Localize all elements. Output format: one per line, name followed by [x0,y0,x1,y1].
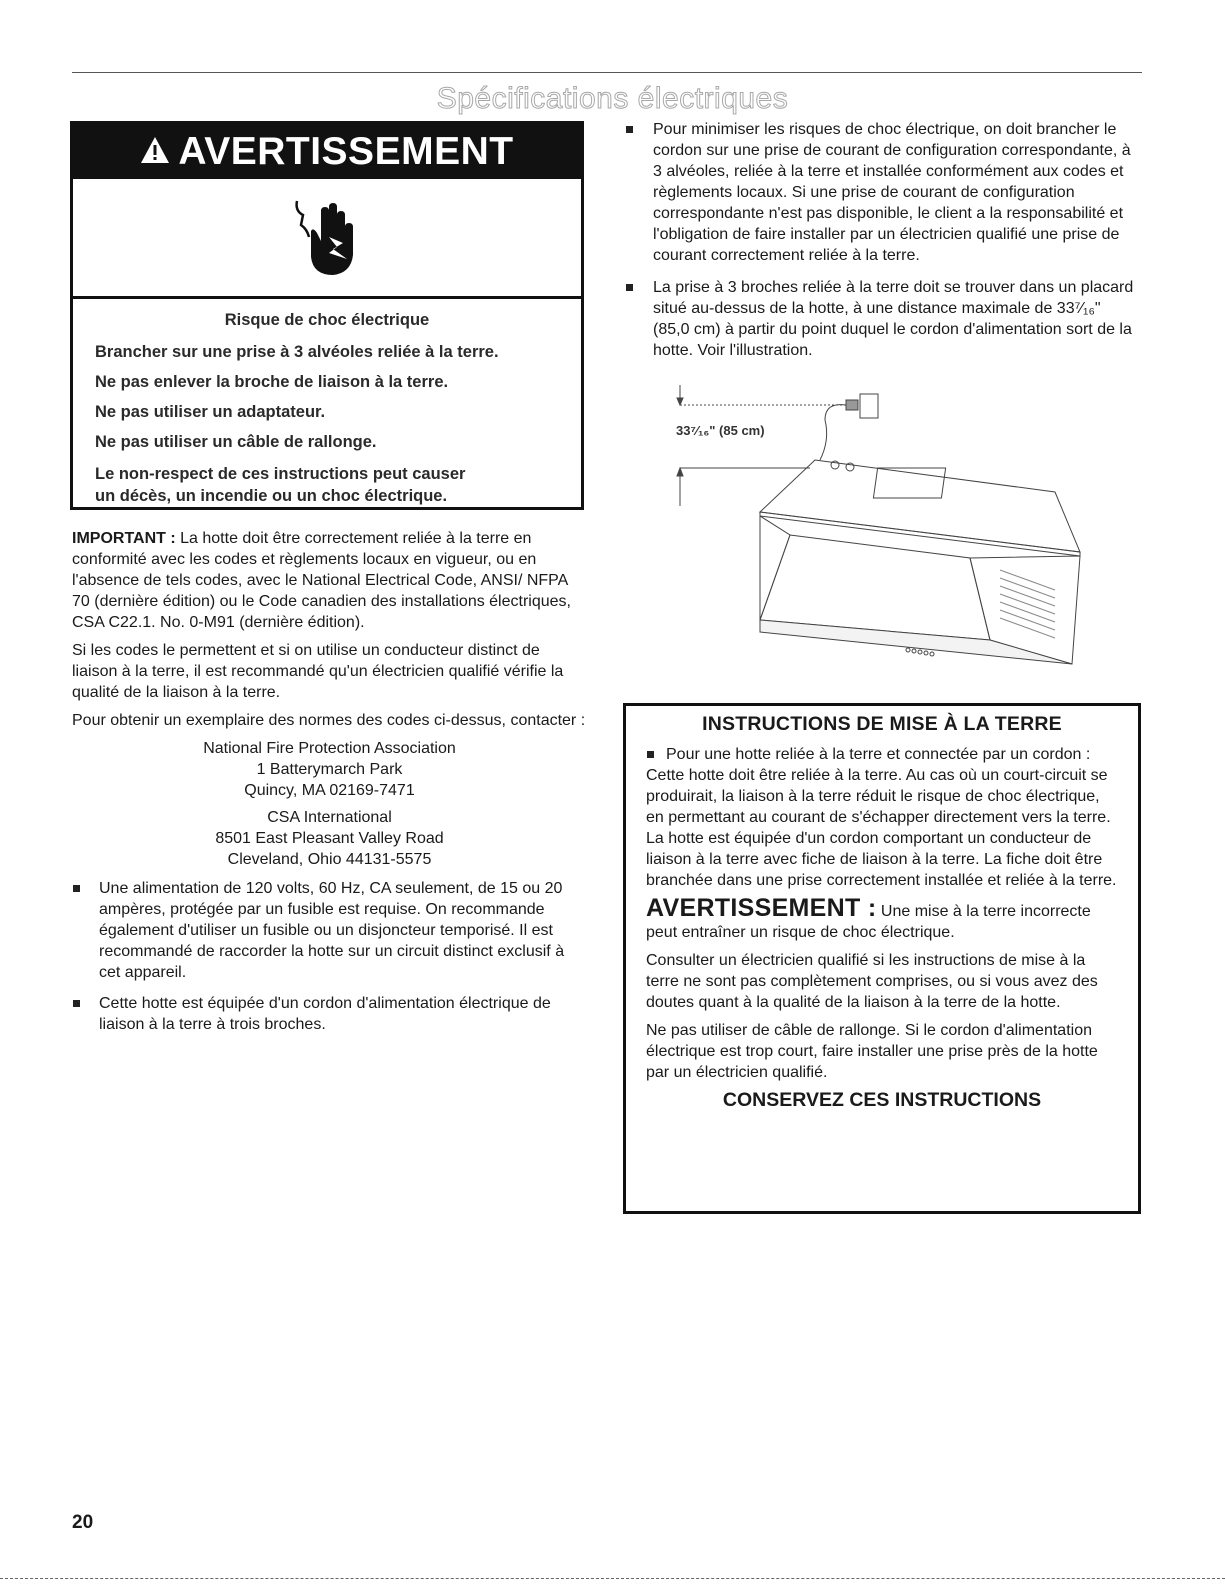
dimension-label: 33⁷⁄₁₆" (85 cm) [676,423,765,438]
address-line: Cleveland, Ohio 44131-5575 [227,851,432,868]
warning-header [73,124,581,179]
save-instructions-heading: CONSERVEZ CES INSTRUCTIONS [722,1089,1042,1111]
address-line: 8501 East Pleasant Valley Road [215,830,444,847]
warning-line: Brancher sur une prise à 3 alvéoles reliée à la terre. [95,343,499,361]
address-line: Quincy, MA 02169-7471 [244,782,415,799]
address-csa [72,807,587,870]
warning-body [73,299,581,507]
page-number: 20 [72,1512,94,1533]
section-title: Spécifications électriques [436,82,789,115]
electric-shock-hand-icon [293,197,363,284]
grounding-bullet: Pour une hotte reliée à la terre et connectée par un cordon : [646,744,1118,765]
warning-consequence: Le non-respect de ces instructions peut causer [95,465,466,483]
grounding-instructions-box [623,703,1141,1214]
important-paragraph [72,528,587,633]
address-nfpa [72,738,587,801]
warning-word: AVERTISSEMENT : [646,894,877,922]
warning-icon-area [73,179,581,299]
warning-title: AVERTISSEMENT [178,129,514,173]
list-item: Une alimentation de 120 volts, 60 Hz, CA seulement, de 15 ou 20 ampères, protégée par un fusible est requise. On recommande également d'utiliser un fusible ou un disjoncteur temporisé. Il est recommandé de raccorder la hotte sur un circuit distinct exclusif à cet appareil. [72,878,587,983]
list-item: Cette hotte est équipée d'un cordon d'alimentation électrique de liaison à la terre à trois broches. [72,993,587,1035]
right-column [625,119,1140,372]
address-line: CSA International [267,809,392,826]
warning-text: Une mise à la terre incorrecte peut entraîner un risque de choc électrique. [646,903,1091,941]
warning-consequence: un décès, un incendie ou un choc électrique. [95,487,448,505]
warning-triangle-icon [140,130,170,174]
bottom-rule [0,1578,1225,1579]
warning-line: Ne pas utiliser un câble de rallonge. [95,433,377,451]
right-bullet-list [625,119,1140,361]
warning-line: Ne pas enlever la broche de liaison à la terre. [95,373,449,391]
address-line: 1 Batterymarch Park [256,761,403,778]
hazard-title: Risque de choc électrique [224,311,430,329]
warning-box [70,121,584,510]
range-hood-illustration [660,380,1100,685]
paragraph: Consulter un électricien qualifié si les instructions de mise à la terre ne sont pas complètement comprises, ou si vous avez des doutes quant à la qualité de la liaison à la terre de la hotte. [646,952,1098,1011]
warning-line: Ne pas utiliser un adaptateur. [95,403,326,421]
top-rule [72,72,1142,73]
left-column [72,528,587,1045]
grounding-warning [646,894,1118,943]
list-item: Pour minimiser les risques de choc électrique, on doit brancher le cordon sur une prise de courant de configuration correspondante, à 3 alvéoles, reliée à la terre et installée conformément aux codes et règlements locaux. Si une prise de courant de configuration correspondante n'est pas disponible, le client a la responsabilité et l'obligation de faire installer par un électricien qualifié une prise de courant correctement reliée à la terre. [625,119,1140,266]
list-item: La prise à 3 broches reliée à la terre doit se trouver dans un placard situé au-dessus de la hotte, à une distance maximale de 33⁷⁄₁₆" (85,0 cm) à partir du point duquel le cordon d'alimentation sort de la hotte. Voir l'illustration. [625,277,1140,361]
paragraph: Cette hotte doit être reliée à la terre. Au cas où un court-circuit se produirait, la liaison à la terre réduit le risque de choc électrique, en permettant au courant de s'échapper directement vers la terre. La hotte est équipée d'un cordon comportant un conducteur de liaison à la terre avec fiche de liaison à la terre. La fiche doit être branchée dans une prise correctement installée et reliée à la terre. [646,767,1117,889]
paragraph: Si les codes le permettent et si on utilise un conducteur distinct de liaison à la terre, il est recommandé qu'un électricien qualifié vérifie la qualité de la liaison à la terre. [72,642,564,701]
important-label: IMPORTANT : [72,530,176,547]
address-line: National Fire Protection Association [203,740,456,757]
left-bullet-list [72,878,587,1035]
grounding-title: INSTRUCTIONS DE MISE À LA TERRE [702,713,1062,735]
paragraph: Pour obtenir un exemplaire des normes des codes ci-dessus, contacter : [72,712,586,729]
paragraph: Ne pas utiliser de câble de rallonge. Si le cordon d'alimentation électrique est trop court, faire installer une prise près de la hotte par un électricien qualifié. [646,1022,1098,1081]
important-text: La hotte doit être correctement reliée à la terre en conformité avec les codes et règlements locaux en vigueur, ou en l'absence de tels codes, avec le National Electrical Code, ANSI/ NFPA 70 (dernière édition) ou le Code canadien des installations électriques, CSA C22.1. No. 0-M91 (dernière édition). [72,530,571,631]
